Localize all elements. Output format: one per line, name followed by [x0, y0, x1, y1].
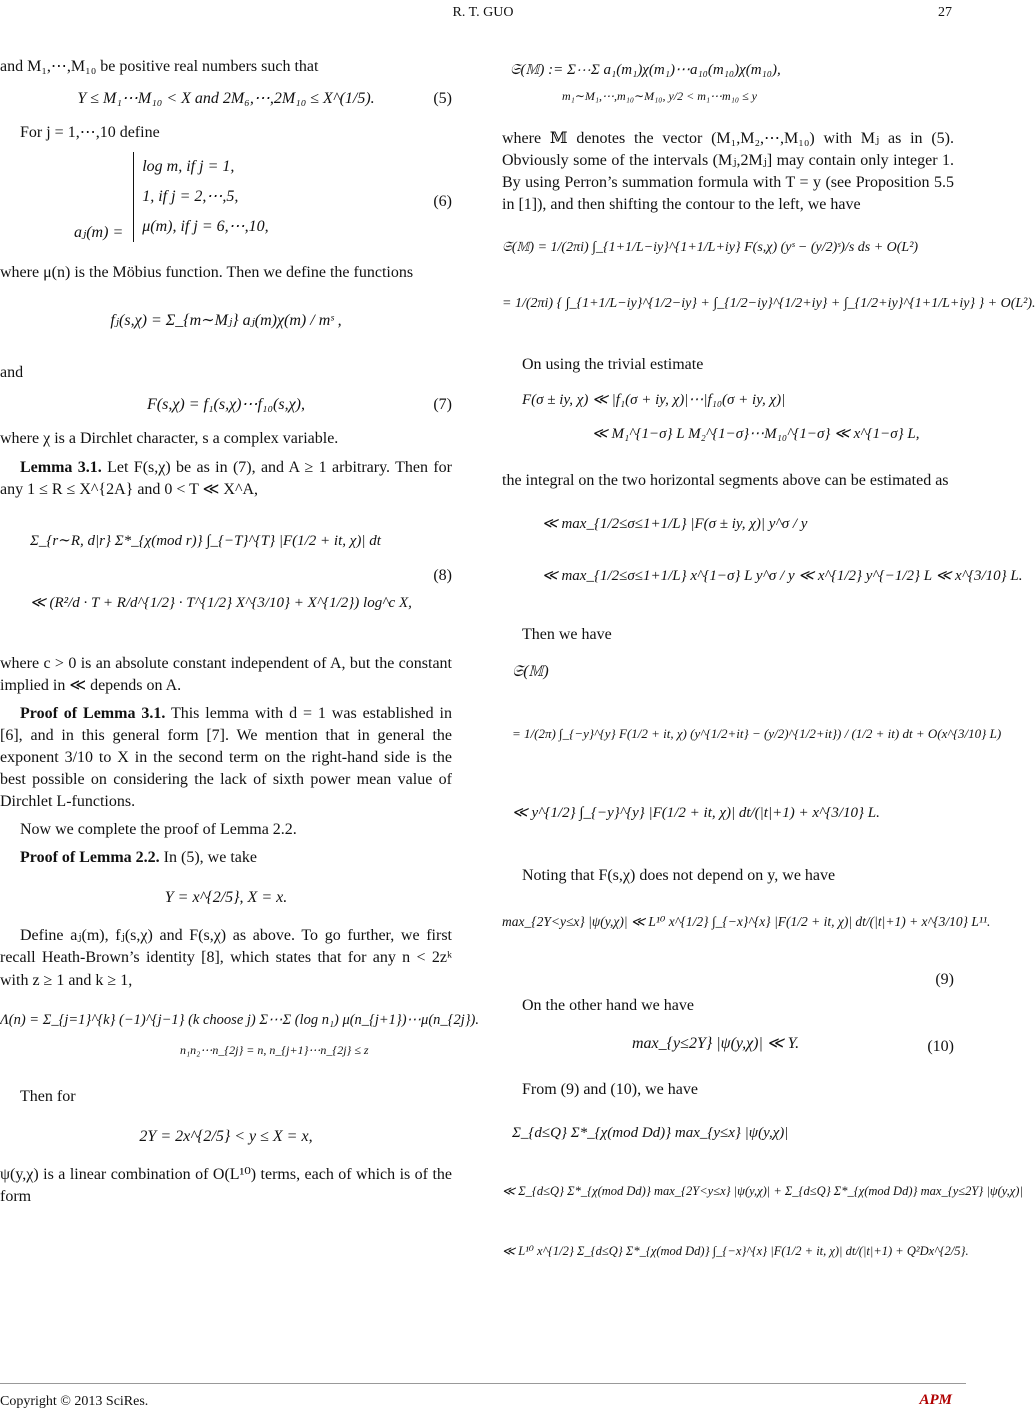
paragraph-then-for: Then for	[20, 1087, 76, 1105]
equation-6-case-1: log m, if j = 1,	[142, 158, 235, 176]
paragraph-trivial: On using the trivial estimate	[522, 356, 704, 374]
equation-heath-brown-line-1: Λ(n) = Σ_{j=1}^{k} (−1)^{j−1} (k choose j) Σ⋯Σ (log n₁) μ(n_{j+1})⋯μ(n_{2j}).	[0, 1011, 479, 1028]
lemma-3-1-title: Lemma 3.1.	[20, 458, 102, 476]
equation-S-line-2: m₁∼M₁,⋯,m₁₀∼M₁₀, y/2 < m₁⋯m₁₀ ≤ y	[562, 89, 757, 103]
equation-6-cases	[133, 152, 268, 242]
paragraph-noting: Noting that F(s,χ) does not depend on y, we have	[522, 866, 836, 884]
paragraph-define: Define aⱼ(m), fⱼ(s,χ) and F(s,χ) as above. To go further, we first recall Heath-Brown’s identity [8], which states that for any n < 2zᵏ with z ≥ 1 and k ≥ 1,	[0, 927, 452, 989]
equation-6-number: (6)	[433, 193, 452, 211]
page-header	[0, 0, 966, 30]
page-footer	[0, 1383, 966, 1414]
equation-8-line-2: ≪ (R²/d · T + R/d^{1/2} · T^{1/2} X^{3/10} + X^{1/2}) log^c X,	[30, 594, 412, 611]
equation-take-body: Y = x^{2/5}, X = x.	[164, 889, 288, 907]
equation-heath-brown	[0, 1000, 479, 1076]
equation-6-case-2: 1, if j = 2,⋯,5,	[142, 188, 239, 206]
equation-6-case-3: μ(m), if j = 6,⋯,10,	[142, 218, 269, 236]
paragraph-where-M: where 𝕄 denotes the vector (M₁,M₂,⋯,M₁₀) with Mⱼ as in (5). Obviously some of the intervals (Mⱼ,2Mⱼ] may contain only integer 1. By using Perron’s summation formula with T = y (see Proposition 5.5 in [1]), and then shifting the contour to the left, we have	[502, 130, 954, 214]
equation-6-lhs: aⱼ(m) =	[74, 223, 124, 241]
paragraph-from: From (9) and (10), we have	[522, 1080, 698, 1098]
equation-horizontal	[502, 500, 1023, 614]
equation-S-line-1: 𝔖(𝕄) := Σ⋯Σ a₁(m₁)χ(m₁)⋯a₁₀(m₁₀)χ(m₁₀),	[510, 62, 781, 78]
paragraph-psi: ψ(y,χ) is a linear combination of O(L¹⁰) terms, each of which is of the form	[0, 1165, 452, 1205]
equation-7	[0, 392, 452, 418]
equation-5-body: Y ≤ M₁⋯M₁₀ < X and 2M₆,⋯,2M₁₀ ≤ X^(1/5).	[77, 90, 375, 108]
equation-7-body: F(s,χ) = f₁(s,χ)⋯f₁₀(s,χ),	[147, 396, 305, 414]
equation-trivial-line-1: F(σ ± iy, χ) ≪ |f₁(σ + iy, χ)|⋯|f₁₀(σ + iy, χ)|	[522, 392, 786, 409]
left-column	[0, 56, 479, 1214]
proof-3-1	[0, 703, 452, 813]
equation-horizontal-line-2: ≪ max_{1/2≤σ≤1+1/L} x^{1−σ} L y^σ / y ≪ x^{1/2} y^{−1/2} L ≪ x^{3/10} L.	[542, 568, 1023, 585]
proof-2-2	[0, 847, 452, 869]
equation-range	[0, 1116, 452, 1154]
equation-fj-body: fⱼ(s,χ) = Σ_{m∼Mⱼ} aⱼ(m)χ(m) / mˢ ,	[110, 312, 342, 330]
paragraph-intro: and M₁,⋯,M₁₀ be positive real numbers such that	[0, 58, 319, 75]
equation-S-then	[502, 655, 1002, 855]
equation-trivial	[502, 384, 954, 460]
paragraph-dirichlet: where χ is a Dirchlet character, s a complex variable.	[0, 430, 339, 448]
proof-2-2-title: Proof of Lemma 2.2.	[20, 849, 160, 867]
equation-7-number: (7)	[433, 396, 452, 414]
equation-final-line-3: ≪ L¹⁰ x^{1/2} Σ_{d≤Q} Σ*_{χ(mod Dd)} ∫_{−x}^{x} |F(1/2 + it, χ)| dt/(|t|+1) + Q²Dx^{2/5}.	[502, 1243, 969, 1258]
equation-final-line-2: ≪ Σ_{d≤Q} Σ*_{χ(mod Dd)} max_{2Y<y≤x} |ψ(y,χ)| + Σ_{d≤Q} Σ*_{χ(mod Dd)} max_{y≤2Y} |ψ(y,χ)|	[502, 1183, 1023, 1198]
copyright-notice: Copyright © 2013 SciRes.	[0, 1394, 149, 1409]
equation-perron-line-2: = 1/(2πi) { ∫_{1+1/L−iy}^{1/2−iy} + ∫_{1/2−iy}^{1/2+iy} + ∫_{1/2+iy}^{1+1/L+iy} } + O(L²).	[502, 296, 1036, 312]
proof-3-1-text: This lemma with d = 1 was established in [6], and in this general form [7]. We mention that in general the exponent 3/10 to X in the second term on the right-hand side is the best possible on considering the lack of sixth power mean value of Dirchlet L-functions.	[0, 704, 452, 811]
equation-final	[502, 1109, 1023, 1289]
equation-10-number: (10)	[927, 1037, 954, 1055]
paragraph-for: For j = 1,⋯,10 define	[20, 124, 160, 142]
equation-5	[0, 86, 452, 112]
equation-heath-brown-line-2: n₁n₂⋯n_{2j} = n, n_{j+1}⋯n_{2j} ≤ z	[180, 1042, 369, 1057]
proof-2-2-text: In (5), we take	[159, 849, 257, 867]
equation-10-body: max_{y≤2Y} |ψ(y,χ)| ≪ Y.	[632, 1034, 800, 1052]
equation-S-then-line-2: ≪ y^{1/2} ∫_{−y}^{y} |F(1/2 + it, χ)| dt/(|t|+1) + x^{3/10} L.	[512, 804, 880, 821]
equation-9-body: max_{2Y<y≤x} |ψ(y,χ)| ≪ L¹⁰ x^{1/2} ∫_{−x}^{x} |F(1/2 + it, χ)| dt/(|t|+1) + x^{3/10} L¹¹.	[502, 913, 991, 929]
equation-horizontal-line-1: ≪ max_{1/2≤σ≤1+1/L} |F(σ ± iy, χ)| y^σ / y	[542, 516, 808, 533]
equation-5-number: (5)	[433, 90, 452, 108]
paragraph-constant: where c > 0 is an absolute constant independent of A, but the constant implied in ≪ depends on A.	[0, 654, 452, 694]
paragraph-then-we-have: Then we have	[522, 626, 612, 644]
right-column	[502, 56, 1036, 1299]
equation-S	[502, 56, 954, 118]
equation-8	[0, 509, 452, 643]
equation-S-then-line-1: = 1/(2π) ∫_{−y}^{y} F(1/2 + it, χ) (y^{1/2+it} − (y/2)^{1/2+it}) / (1/2 + it) dt + O(x^{3/10} L)	[512, 725, 1002, 741]
page-number: 27	[938, 5, 952, 20]
equation-9	[502, 895, 991, 963]
paragraph-mobius: where μ(n) is the Möbius function. Then we define the functions	[0, 264, 414, 282]
paragraph-now: Now we complete the proof of Lemma 2.2.	[20, 821, 297, 839]
equation-trivial-line-2: ≪ M₁^{1−σ} L M₂^{1−σ}⋯M₁₀^{1−σ} ≪ x^{1−σ} L,	[592, 426, 920, 443]
paragraph-and: and	[0, 364, 24, 382]
equation-final-line-1: Σ_{d≤Q} Σ*_{χ(mod Dd)} max_{y≤x} |ψ(y,χ)|	[512, 1124, 789, 1141]
equation-8-number: (8)	[433, 566, 452, 584]
running-author: R. T. GUO	[452, 5, 514, 20]
equation-9-number: (9)	[935, 970, 954, 988]
equation-take	[0, 877, 452, 915]
equation-10	[502, 1025, 954, 1069]
lemma-3-1-text: Let F(s,χ) be as in (7), and A ≥ 1 arbitrary. Then for any 1 ≤ R ≤ X^{2A} and 0 < T ≪ X^A,	[0, 458, 452, 498]
paragraph-other-hand: On the other hand we have	[522, 996, 694, 1014]
equation-S-then-line-0: 𝔖(𝕄)	[512, 662, 549, 680]
journal-abbrev: APM	[919, 1392, 952, 1408]
paragraph-integral: the integral on the two horizontal segments above can be estimated as	[502, 472, 949, 490]
equation-perron-line-1: 𝔖(𝕄) = 1/(2πi) ∫_{1+1/L−iy}^{1+1/L+iy} F(s,χ) (yˢ − (y/2)ˢ)/s ds + O(L²)	[502, 240, 919, 256]
lemma-3-1	[0, 457, 452, 501]
equation-6	[0, 152, 452, 252]
equation-range-body: 2Y = 2x^{2/5} < y ≤ X = x,	[139, 1127, 313, 1145]
proof-3-1-title: Proof of Lemma 3.1.	[20, 704, 166, 722]
equation-perron	[502, 224, 1036, 344]
equation-8-line-1: Σ_{r∼R, d|r} Σ*_{χ(mod r)} ∫_{−T}^{T} |F(1/2 + it, χ)| dt	[30, 532, 381, 549]
equation-fj	[0, 292, 452, 352]
